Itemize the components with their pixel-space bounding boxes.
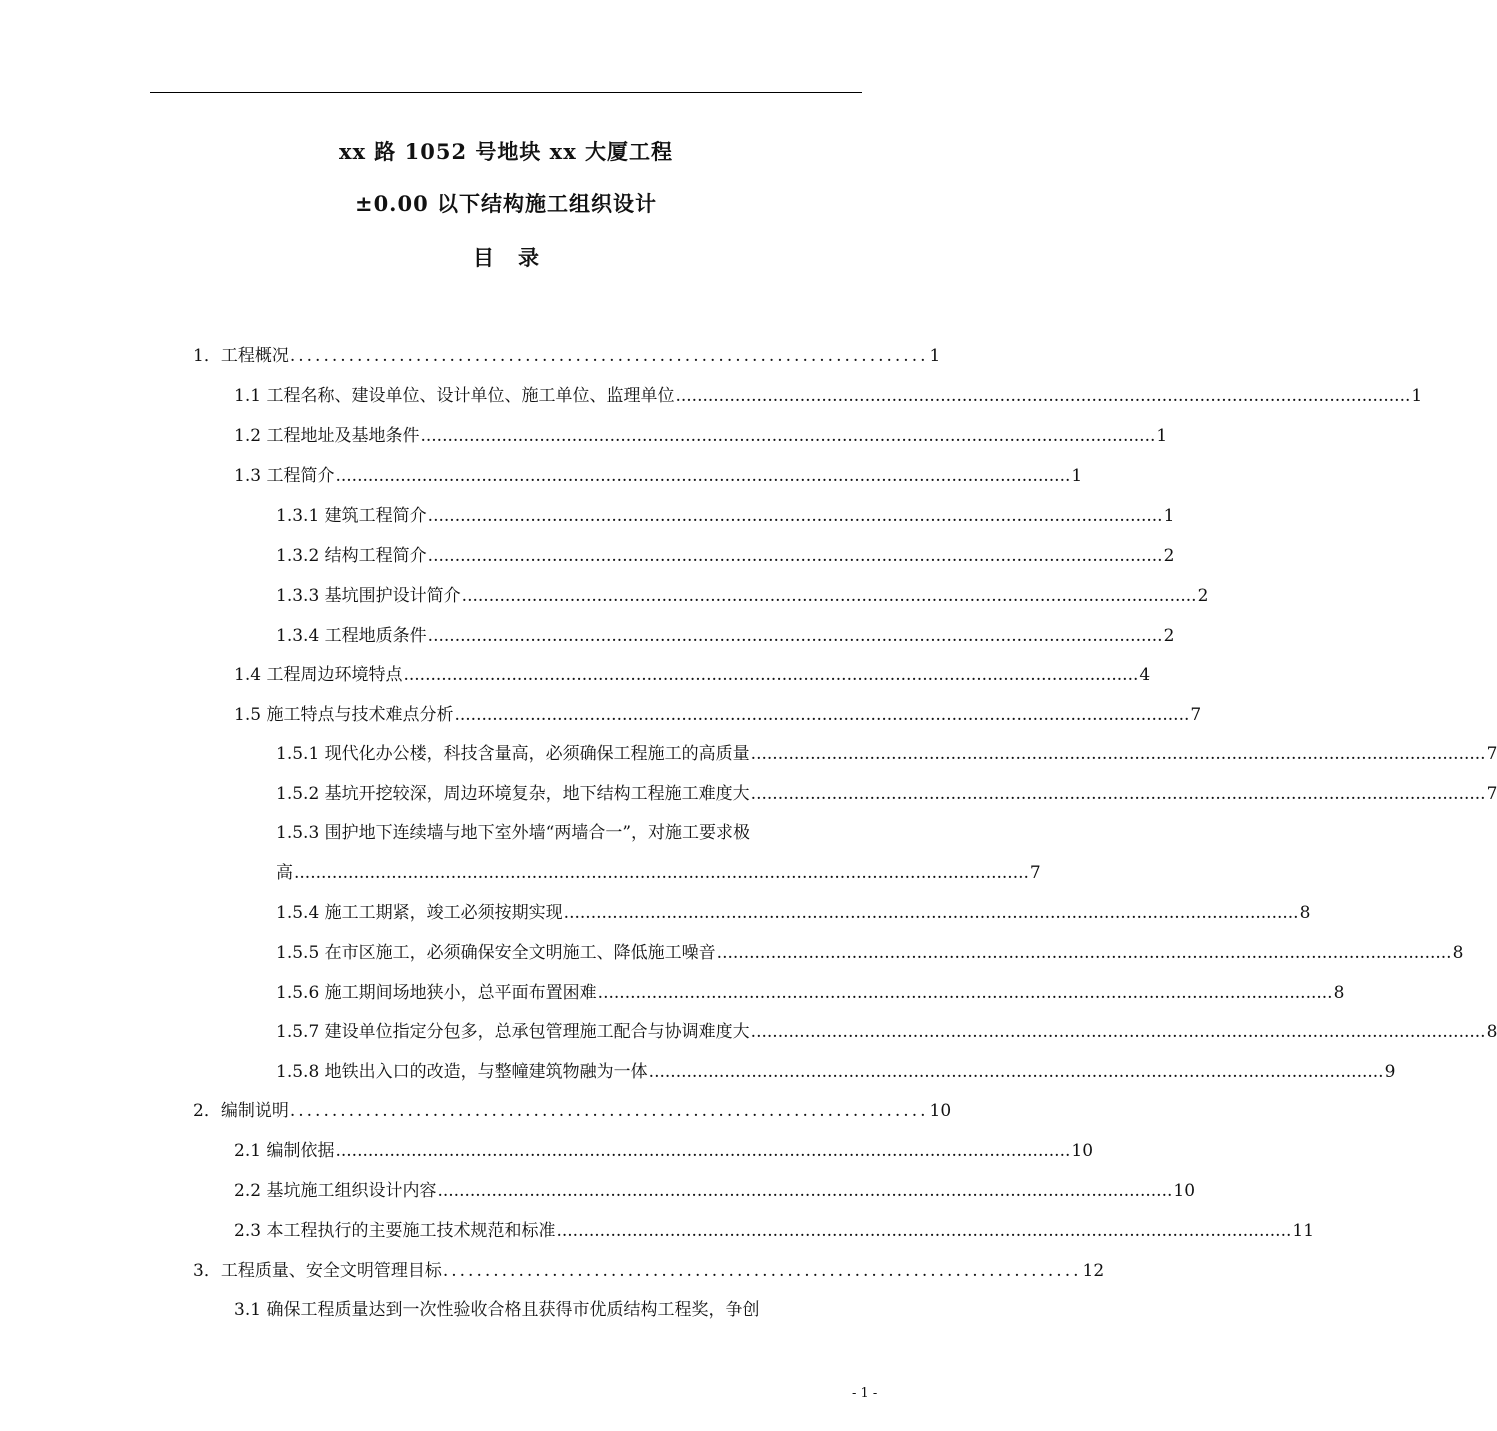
toc-entry-label: 1.3.3 基坑围护设计简介 (276, 586, 461, 606)
toc-leader: ........................................................................................................................................ (675, 386, 1411, 406)
toc-heading-char: 录 (518, 245, 539, 270)
toc-leader: ........................................................................................................................................ (403, 665, 1139, 685)
toc-entry-page: 8 (1299, 903, 1311, 923)
toc-entry[interactable] (276, 543, 1175, 569)
toc-entry-page: 1 (929, 346, 941, 366)
toc-entry-label: 1.3.1 建筑工程简介 (276, 506, 427, 526)
toc-entry[interactable] (234, 662, 1151, 688)
toc-entry-page: 11 (1292, 1221, 1315, 1241)
toc-leader: ........................................................................................................................................ (750, 784, 1486, 804)
toc-entry-page: 7 (1029, 863, 1041, 883)
toc-entry-page: 7 (1190, 705, 1202, 725)
toc-entry[interactable] (276, 1059, 1396, 1085)
toc-entry-page: 8 (1333, 983, 1345, 1003)
toc-entry-label: 1.5.5 在市区施工，必须确保安全文明施工、降低施工噪音 (276, 943, 716, 963)
toc-entry[interactable] (193, 1258, 1105, 1284)
toc-leader: ........................................................................................................................................ (335, 1141, 1071, 1161)
toc-entry-page: 1 (1163, 506, 1175, 526)
toc-entry-page: 12 (1082, 1261, 1105, 1281)
toc-entry-page: 1 (1156, 426, 1168, 446)
toc-entry[interactable] (234, 1218, 1315, 1244)
toc-entry-page: 7 (1486, 744, 1497, 764)
toc-leader: ........................................................................................................................................ (750, 744, 1486, 764)
toc-entry[interactable] (234, 463, 1083, 489)
toc-entry-label: 2.1 编制依据 (234, 1141, 335, 1161)
toc-entry-label: 1.5.8 地铁出入口的改造，与整幢建筑物融为一体 (276, 1062, 648, 1082)
toc-heading-char: 目 (473, 245, 494, 270)
toc-entry[interactable] (276, 623, 1175, 649)
toc-entry-page: 10 (1173, 1181, 1196, 1201)
toc-entry-page: 2 (1163, 546, 1175, 566)
toc-entry-page: 4 (1139, 665, 1151, 685)
toc-leader: ........................................................................................................................................ (427, 506, 1163, 526)
toc-entry-label: 1.5.4 施工工期紧，竣工必须按期实现 (276, 903, 563, 923)
toc-leader: ........................................................................................................................................ (716, 943, 1452, 963)
toc-leader: ........................................................................................................................................ (597, 983, 1333, 1003)
toc-entry-page: 2 (1197, 586, 1209, 606)
page-number: - 1 - (852, 1386, 878, 1401)
toc-entry[interactable] (276, 781, 1497, 807)
toc-leader: ........................................................................................................................................ (563, 903, 1299, 923)
toc-entry[interactable] (276, 583, 1209, 609)
toc-entry[interactable] (234, 702, 1202, 728)
toc-entry[interactable] (234, 383, 1423, 409)
toc-entry-page: 8 (1486, 1022, 1497, 1042)
toc-entry-page: 1 (1071, 466, 1083, 486)
toc-leader: ........................................................................................................................................ (750, 1022, 1486, 1042)
toc-entry[interactable] (276, 503, 1175, 529)
document-title: xx 路 1052 号地块 xx 大厦工程 (338, 139, 674, 164)
toc-entry[interactable] (193, 343, 941, 369)
toc-entry[interactable] (276, 741, 1497, 767)
header-rule (150, 92, 862, 93)
toc-leader: ........................................................................................................................................ (294, 863, 1029, 883)
toc-entry[interactable] (234, 423, 1168, 449)
toc-leader: ........................................................................................................................................ (454, 705, 1190, 725)
toc-entry-label: 高 (276, 863, 293, 883)
toc-entry-page: 10 (929, 1101, 952, 1121)
toc-entry[interactable] (276, 980, 1345, 1006)
toc-leader: ........................................................................................................................................ (556, 1221, 1292, 1241)
document-subtitle: ±0.00 以下结构施工组织设计 (354, 191, 658, 216)
toc-entry-label: 1.4 工程周边环境特点 (234, 665, 403, 685)
toc-entry-label: 1.3.2 结构工程简介 (276, 546, 427, 566)
toc-entry-wrapped-line[interactable]: 3.1 确保工程质量达到一次性验收合格且获得市优质结构工程奖，争创 (234, 1300, 760, 1320)
toc-entry-label: 1．工程概况 (193, 346, 289, 366)
toc-entry-page: 8 (1452, 943, 1464, 963)
toc-entry-wrapped-line[interactable]: 1.5.3 围护地下连续墙与地下室外墙“两墙合一”，对施工要求极 (276, 823, 751, 843)
toc-entry-label: 1.1 工程名称、建设单位、设计单位、施工单位、监理单位 (234, 386, 675, 406)
toc-entry-page: 1 (1411, 386, 1423, 406)
toc-leader: ............................................................................ (442, 1261, 1082, 1281)
toc-entry-label: 1.3.4 工程地质条件 (276, 626, 427, 646)
toc-entry-label: 1.5.6 施工期间场地狭小，总平面布置困难 (276, 983, 597, 1003)
toc-entry-label: 1.5.7 建设单位指定分包多，总承包管理施工配合与协调难度大 (276, 1022, 750, 1042)
toc-entry-page: 7 (1486, 784, 1497, 804)
toc-entry-label: 1.3 工程简介 (234, 466, 335, 486)
toc-entry[interactable] (276, 860, 1041, 886)
toc-entry-label: 1.5 施工特点与技术难点分析 (234, 705, 454, 725)
toc-leader: ........................................................................................................................................ (335, 466, 1071, 486)
toc-leader: ........................................................................................................................................ (437, 1181, 1173, 1201)
toc-entry[interactable] (276, 1019, 1497, 1045)
toc-leader: ........................................................................................................................................ (648, 1062, 1384, 1082)
toc-entry[interactable] (276, 940, 1464, 966)
toc-entry-page: 10 (1071, 1141, 1094, 1161)
toc-entry-label: 2．编制说明 (193, 1101, 289, 1121)
toc-entry-label: 1.2 工程地址及基地条件 (234, 426, 420, 446)
toc-heading (0, 242, 1012, 272)
toc-entry[interactable] (234, 1178, 1196, 1204)
toc-entry[interactable] (234, 1138, 1094, 1164)
toc-leader: ........................................................................................................................................ (427, 546, 1163, 566)
toc-leader: ........................................................................................................................................ (427, 626, 1163, 646)
toc-entry[interactable] (276, 900, 1311, 926)
toc-leader: ............................................................................ (289, 346, 929, 366)
toc-entry-page: 2 (1163, 626, 1175, 646)
toc-leader: ........................................................................................................................................ (461, 586, 1197, 606)
toc-entry-label: 3．工程质量、安全文明管理目标 (193, 1261, 442, 1281)
toc-leader: ............................................................................ (289, 1101, 929, 1121)
toc-leader: ........................................................................................................................................ (420, 426, 1156, 446)
toc-entry-label: 2.3 本工程执行的主要施工技术规范和标准 (234, 1221, 556, 1241)
toc-entry-label: 2.2 基坑施工组织设计内容 (234, 1181, 437, 1201)
toc-entry-page: 9 (1384, 1062, 1396, 1082)
toc-entry-label: 1.5.1 现代化办公楼，科技含量高，必须确保工程施工的高质量 (276, 744, 750, 764)
toc-entry[interactable] (193, 1098, 952, 1124)
toc-entry-label: 1.5.2 基坑开挖较深，周边环境复杂，地下结构工程施工难度大 (276, 784, 750, 804)
